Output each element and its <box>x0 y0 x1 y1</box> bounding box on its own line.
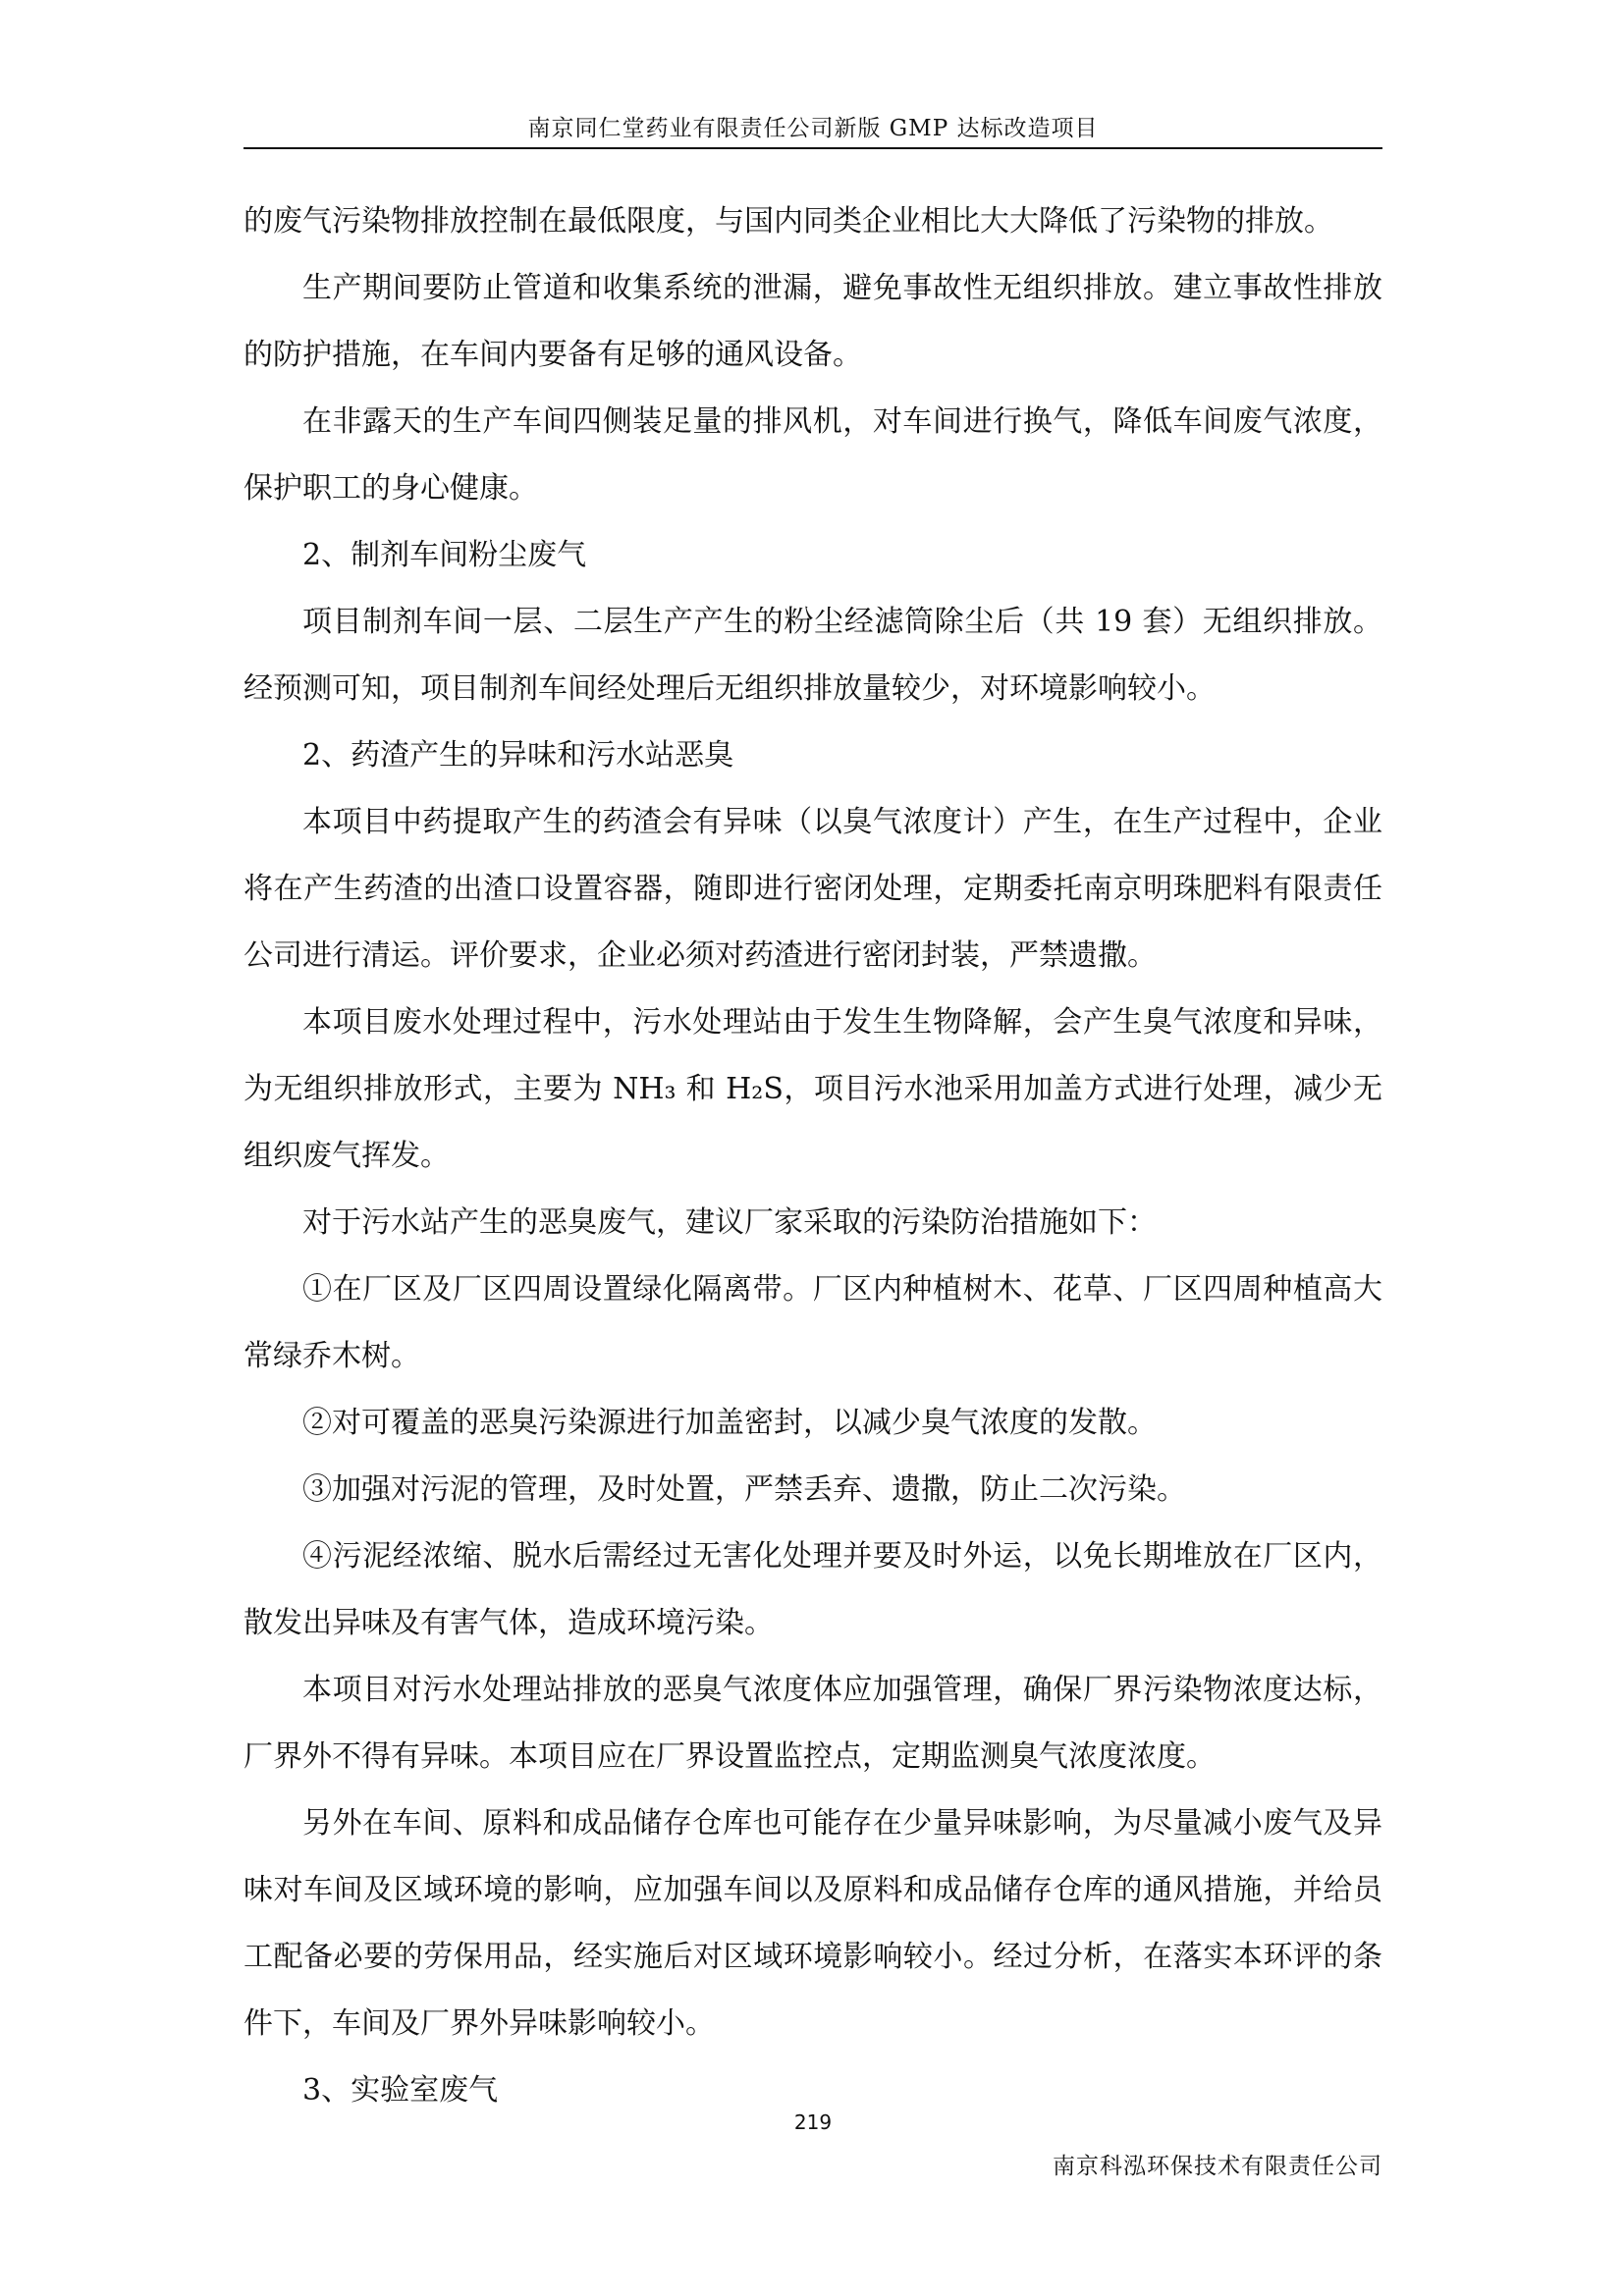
footer-company-name: 南京科泓环保技术有限责任公司 <box>1053 2154 1382 2179</box>
page-number: 219 <box>793 2110 833 2134</box>
paragraph: 对于污水站产生的恶臭废气，建议厂家采取的污染防治措施如下： <box>302 1205 1157 1240</box>
page-header-title: 南京同仁堂药业有限责任公司新版 GMP 达标改造项目 <box>527 116 1099 141</box>
section-heading: 2、制剂车间粉尘废气 <box>302 538 587 572</box>
paragraph: 项目制剂车间一层、二层生产产生的粉尘经滤筒除尘后（共 19 套）无组织排放。经预测可知，项目制剂车间经处理后无组织排放量较少，对环境影响较小。 <box>244 605 1382 706</box>
list-item: ①在厂区及厂区四周设置绿化隔离带。厂区内种植树木、花草、厂区四周种植高大常绿乔木树。 <box>244 1272 1382 1373</box>
paragraph: 在非露天的生产车间四侧装足量的排风机，对车间进行换气，降低车间废气浓度，保护职工的身心健康。 <box>244 404 1382 506</box>
paragraph: 另外在车间、原料和成品储存仓库也可能存在少量异味影响，为尽量减小废气及异味对车间及区域环境的影响，应加强车间以及原料和成品储存仓库的通风措施，并给员工配备必要的劳保用品，经实施后对区域环境影响较小。经过分析，在落实本环评的条件下，车间及厂界外异味影响较小。 <box>244 1806 1382 2041</box>
paragraph: 本项目废水处理过程中，污水处理站由于发生生物降解，会产生臭气浓度和异味，为无组织排放形式，主要为 NH₃ 和 H₂S，项目污水池采用加盖方式进行处理，减少无组织废气挥发。 <box>244 1005 1382 1173</box>
paragraph: 生产期间要防止管道和收集系统的泄漏，避免事故性无组织排放。建立事故性排放的防护措施，在车间内要备有足够的通风设备。 <box>244 271 1382 372</box>
paragraph: 本项目对污水处理站排放的恶臭气浓度体应加强管理，确保厂界污染物浓度达标，厂界外不得有异味。本项目应在厂界设置监控点，定期监测臭气浓度浓度。 <box>244 1673 1382 1774</box>
section-heading: 2、药渣产生的异味和污水站恶臭 <box>302 738 734 773</box>
section-heading: 3、实验室废气 <box>302 2073 499 2108</box>
header-divider <box>244 147 1382 149</box>
paragraph: 本项目中药提取产生的药渣会有异味（以臭气浓度计）产生，在生产过程中，企业将在产生药渣的出渣口设置容器，随即进行密闭处理，定期委托南京明珠肥料有限责任公司进行清运。评价要求，企业必须对药渣进行密闭封装，严禁遗撒。 <box>244 805 1382 973</box>
list-item: ③加强对污泥的管理，及时处置，严禁丢弃、遗撒，防止二次污染。 <box>302 1472 1186 1507</box>
list-item: ②对可覆盖的恶臭污染源进行加盖密封，以减少臭气浓度的发散。 <box>302 1406 1157 1440</box>
list-item: ④污泥经浓缩、脱水后需经过无害化处理并要及时外运，以免长期堆放在厂区内，散发出异味及有害气体，造成环境污染。 <box>244 1539 1382 1640</box>
paragraph: 的废气污染物排放控制在最低限度，与国内同类企业相比大大降低了污染物的排放。 <box>244 204 1333 239</box>
document-body <box>244 188 1382 2124</box>
